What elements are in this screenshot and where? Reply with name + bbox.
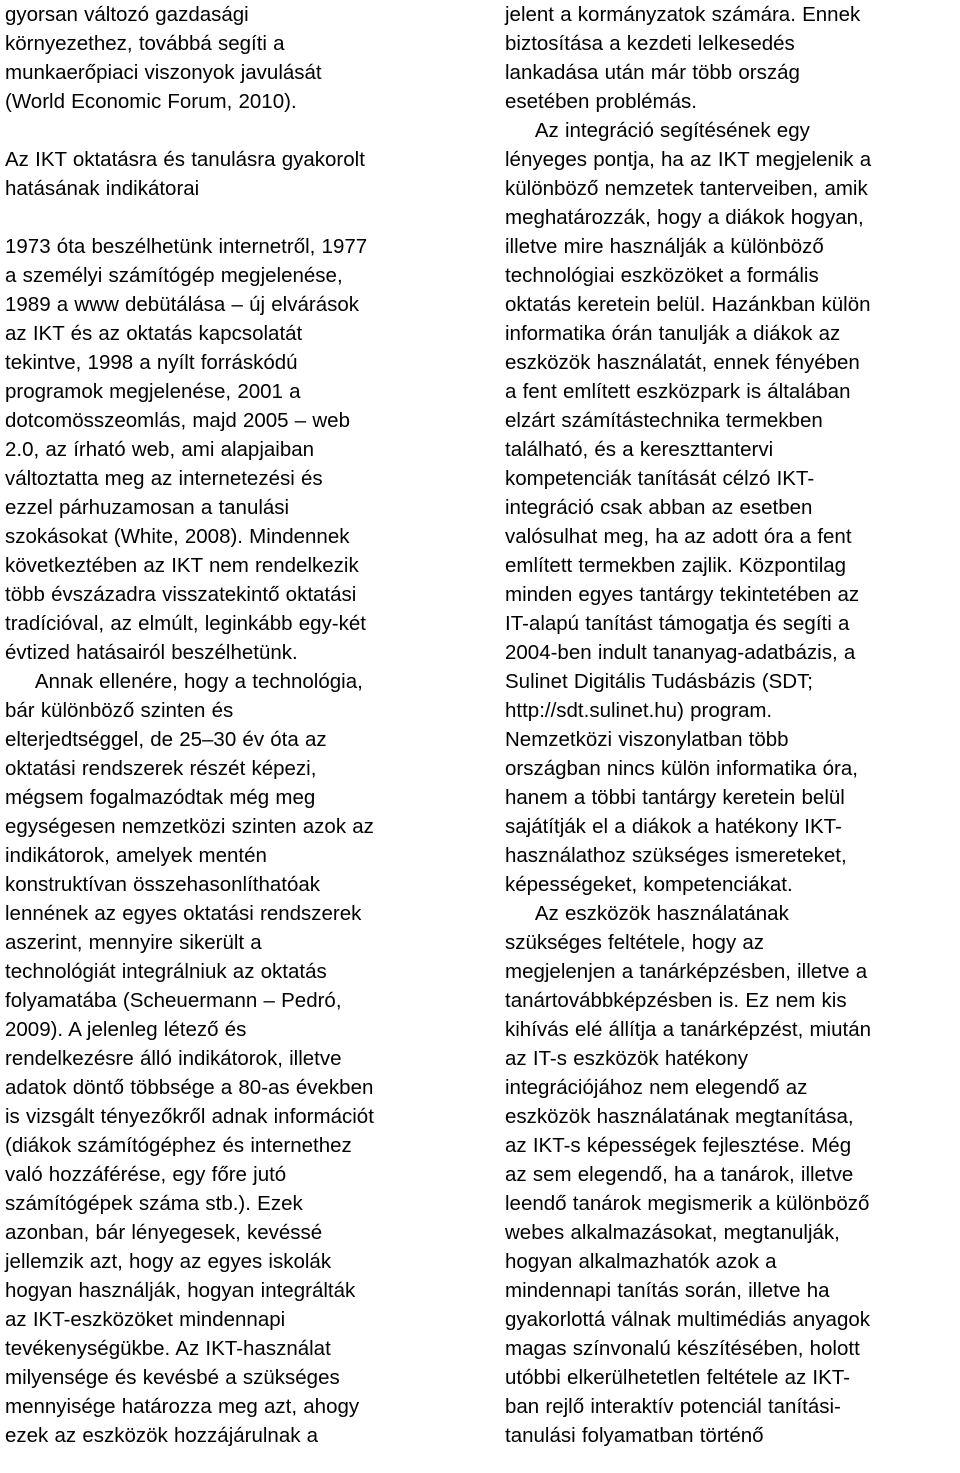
text-line: az IKT és az oktatás kapcsolatát xyxy=(5,322,303,345)
text-line: évtized hatásairól beszélhetünk. xyxy=(5,641,298,664)
text-line: jelent a kormányzatok számára. Ennek xyxy=(505,3,861,26)
paragraph-gap xyxy=(5,203,470,232)
text-line: tevékenységükbe. Az IKT-használat xyxy=(5,1337,331,1360)
text-line: adatok döntő többsége a 80-as években xyxy=(5,1076,374,1099)
text-line: elzárt számítástechnika termekben xyxy=(505,409,823,432)
text-line: számítógépek száma stb.). Ezek xyxy=(5,1192,303,1215)
text-line: (diákok számítógéphez és internethez xyxy=(5,1134,352,1157)
text-line: tradícióval, az elmúlt, leginkább egy-két xyxy=(5,612,366,635)
text-line: képességeket, kompetenciákat. xyxy=(505,873,793,896)
text-line: Annak ellenére, hogy a technológia, xyxy=(5,670,363,693)
text-line: bár különböző szinten és xyxy=(5,699,234,722)
text-line: http://sdt.sulinet.hu) program. xyxy=(505,699,773,722)
text-line: az sem elegendő, ha a tanárok, illetve xyxy=(505,1163,854,1186)
text-line: tanulási folyamatban történő xyxy=(505,1424,764,1447)
text-line: szükséges feltétele, hogy az xyxy=(505,931,765,954)
text-line: az IKT-s képességek fejlesztése. Még xyxy=(505,1134,852,1157)
text-line: indikátorok, amelyek mentén xyxy=(5,844,267,867)
text-line: országban nincs külön informatika óra, xyxy=(505,757,858,780)
text-line: Az integráció segítésének egy xyxy=(505,119,810,142)
text-line: biztosítása a kezdeti lelkesedés xyxy=(505,32,795,55)
text-line: kihívás elé állítja a tanárképzést, miután xyxy=(505,1018,871,1041)
text-line: mégsem fogalmazódtak még meg xyxy=(5,786,316,809)
text-line: webes alkalmazásokat, megtanulják, xyxy=(505,1221,840,1244)
text-line: oktatás keretein belül. Hazánkban külön xyxy=(505,293,871,316)
text-line: mennyisége határozza meg azt, ahogy xyxy=(5,1395,360,1418)
text-line: leendő tanárok megismerik a különböző xyxy=(505,1192,870,1215)
text-line: (World Economic Forum, 2010). xyxy=(5,90,297,113)
text-line: az IT-s eszközök hatékony xyxy=(505,1047,749,1070)
section-heading xyxy=(5,145,470,203)
text-line: hogyan alkalmazhatók azok a xyxy=(505,1250,777,1273)
text-line: illetve mire használják a különböző xyxy=(505,235,824,258)
text-line: azonban, bár lényegesek, kevéssé xyxy=(5,1221,323,1244)
text-line: jellemzik azt, hogy az egyes iskolák xyxy=(5,1250,332,1273)
text-line: tanártovábbképzésben is. Ez nem kis xyxy=(505,989,847,1012)
text-line: a fent említett eszközpark is általában xyxy=(505,380,851,403)
text-line: valósulhat meg, ha az adott óra a fent xyxy=(505,525,852,548)
text-line: különböző nemzetek tanterveiben, amik xyxy=(505,177,868,200)
text-line: meghatározzák, hogy a diákok hogyan, xyxy=(505,206,864,229)
text-line: változtatta meg az internetezési és xyxy=(5,467,323,490)
text-line: informatika órán tanulják a diákok az xyxy=(505,322,841,345)
text-line: következtében az IKT nem rendelkezik xyxy=(5,554,359,577)
text-line: 1989 a www debütálása – új elvárások xyxy=(5,293,359,316)
text-line: megjelenjen a tanárképzésben, illetve a xyxy=(505,960,868,983)
text-line: Nemzetközi viszonylatban több xyxy=(505,728,789,751)
text-line: IT-alapú tanítást támogatja és segíti a xyxy=(505,612,850,635)
text-line: használathoz szükséges ismereteket, xyxy=(505,844,847,867)
heading-line: hatásának indikátorai xyxy=(5,177,200,200)
text-line: gyakorlottá válnak multimédiás anyagok xyxy=(505,1308,870,1331)
text-line: magas színvonalú készítésében, holott xyxy=(505,1337,860,1360)
text-line: való hozzáférése, egy főre jutó xyxy=(5,1163,287,1186)
text-line: gyorsan változó gazdasági xyxy=(5,3,249,26)
text-line: 1973 óta beszélhetünk internetről, 1977 xyxy=(5,235,368,258)
text-line: rendelkezésre álló indikátorok, illetve xyxy=(5,1047,342,1070)
text-line: 2004-ben indult tananyag-adatbázis, a xyxy=(505,641,856,664)
text-line: több évszázadra visszatekintő oktatási xyxy=(5,583,357,606)
text-line: található, és a kereszttantervi xyxy=(505,438,774,461)
text-line: ezek az eszközök hozzájárulnak a xyxy=(5,1424,319,1447)
text-line: munkaerőpiaci viszonyok javulását xyxy=(5,61,322,84)
text-line: a személyi számítógép megjelenése, xyxy=(5,264,343,287)
heading-line: Az IKT oktatásra és tanulásra gyakorolt xyxy=(5,148,365,171)
intro-paragraph xyxy=(5,0,470,116)
paragraph-gap xyxy=(5,116,470,145)
text-line: Sulinet Digitális Tudásbázis (SDT; xyxy=(505,670,813,693)
text-line: lennének az egyes oktatási rendszerek xyxy=(5,902,362,925)
text-line: aszerint, mennyire sikerült a xyxy=(5,931,262,954)
text-line: hogyan használják, hogyan integrálták xyxy=(5,1279,356,1302)
text-line: 2.0, az írható web, ami alapjaiban xyxy=(5,438,315,461)
text-line: elterjedtséggel, de 25–30 év óta az xyxy=(5,728,327,751)
text-line: egységesen nemzetközi szinten azok az xyxy=(5,815,374,838)
text-line: esetében problémás. xyxy=(505,90,697,113)
text-line: 2009). A jelenleg létező és xyxy=(5,1018,247,1041)
text-line: is vizsgált tényezőkről adnak információt xyxy=(5,1105,374,1128)
text-line: milyensége és kevésbé a szükséges xyxy=(5,1366,340,1389)
text-line: technológiai eszközöket a formális xyxy=(505,264,819,287)
text-line: utóbbi elkerülhetetlen feltétele az IKT- xyxy=(505,1366,851,1389)
text-line: környezethez, továbbá segíti a xyxy=(5,32,285,55)
text-line: eszközök használatát, ennek fényében xyxy=(505,351,860,374)
text-line: ban rejlő interaktív potenciál tanítási- xyxy=(505,1395,841,1418)
text-line: eszközök használatának megtanítása, xyxy=(505,1105,854,1128)
text-line: konstruktívan összehasonlíthatóak xyxy=(5,873,321,896)
text-line: lényeges pontja, ha az IKT megjelenik a xyxy=(505,148,872,171)
text-line: tekintve, 1998 a nyílt forráskódú xyxy=(5,351,298,374)
text-line: programok megjelenése, 2001 a xyxy=(5,380,301,403)
text-line: lankadása után már több ország xyxy=(505,61,800,84)
text-line: az IKT-eszközöket mindennapi xyxy=(5,1308,286,1331)
body-text xyxy=(5,232,470,1450)
text-line: integrációjához nem elegendő az xyxy=(505,1076,808,1099)
text-line: ezzel párhuzamosan a tanulási xyxy=(5,496,290,519)
text-line: technológiát integrálniuk az oktatás xyxy=(5,960,327,983)
text-line: mindennapi tanítás során, illetve ha xyxy=(505,1279,830,1302)
text-line: folyamatába (Scheuermann – Pedró, xyxy=(5,989,342,1012)
text-line: sajátítják el a diákok a hatékony IKT- xyxy=(505,815,842,838)
text-line: hanem a többi tantárgy keretein belül xyxy=(505,786,845,809)
text-line: említett termekben zajlik. Központilag xyxy=(505,554,847,577)
text-line: szokásokat (White, 2008). Mindennek xyxy=(5,525,350,548)
body-text xyxy=(505,0,955,1450)
text-line: minden egyes tantárgy tekintetében az xyxy=(505,583,860,606)
text-line: dotcomösszeomlás, majd 2005 – web xyxy=(5,409,350,432)
text-line: oktatási rendszerek részét képezi, xyxy=(5,757,317,780)
text-line: kompetenciák tanítását célzó IKT- xyxy=(505,467,815,490)
left-column xyxy=(5,0,470,1450)
text-line: integráció csak abban az esetben xyxy=(505,496,813,519)
text-line: Az eszközök használatának xyxy=(505,902,789,925)
right-column xyxy=(505,0,955,1450)
